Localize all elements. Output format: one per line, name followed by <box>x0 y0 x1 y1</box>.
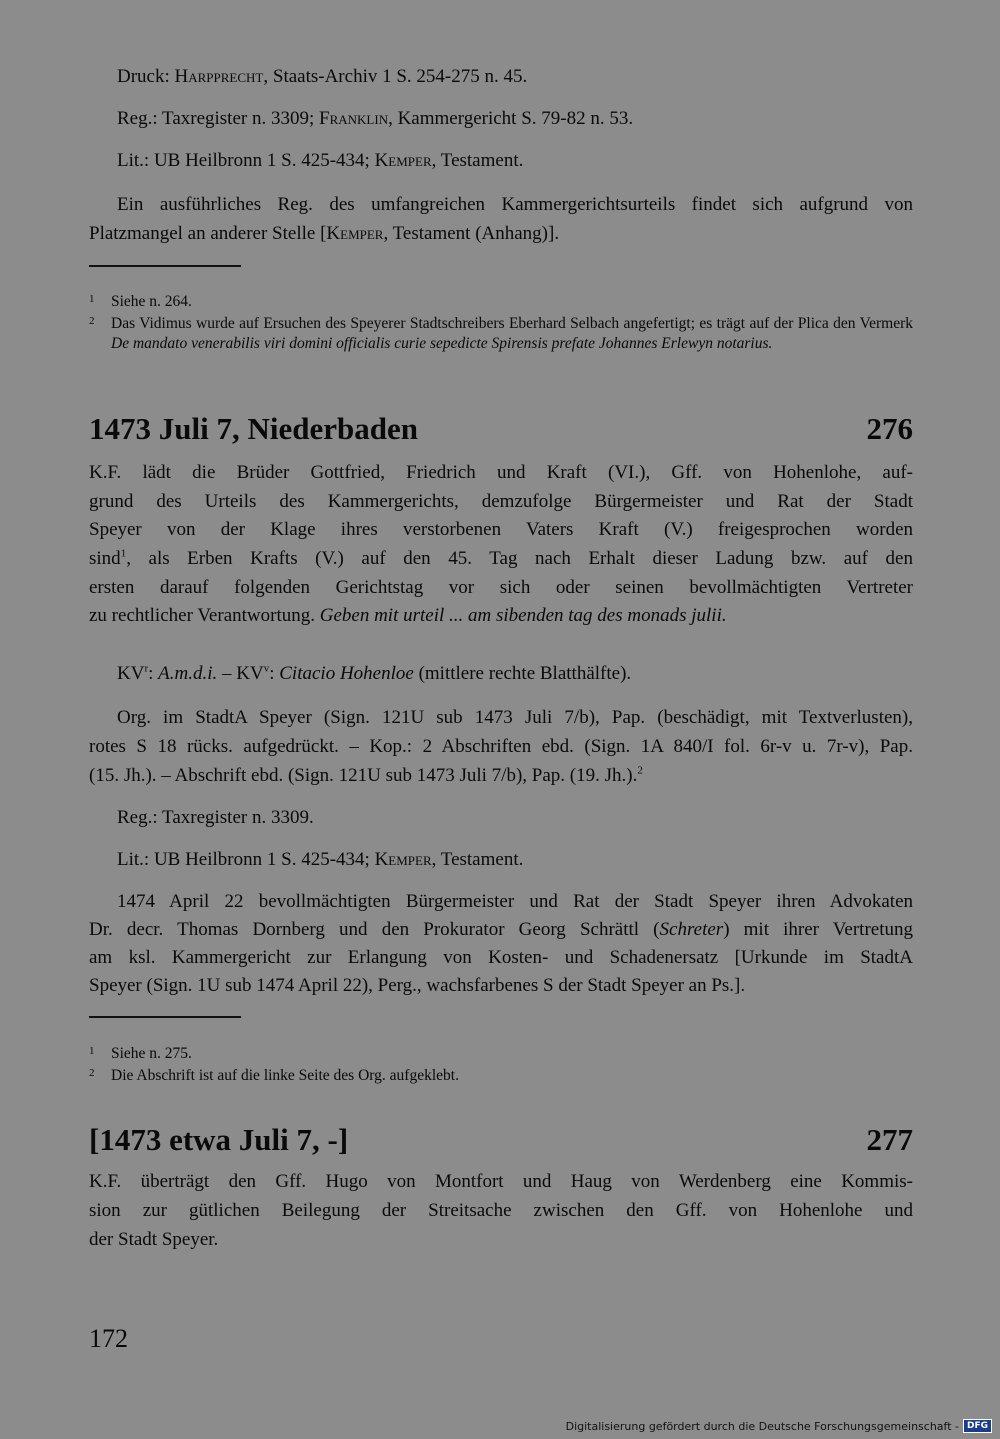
original-reference: (15. Jh.). – Abschrift ebd. (Sign. 121U sub 1473 Juli 7/b), Pap. (19. Jh.).$^2$ <box>89 764 643 786</box>
related-note: am ksl. Kammergericht zur Erlangung von Kosten- und Schadenersatz [Urkunde im StadtA <box>89 947 913 968</box>
literature-reference: Lit.: UB Heilbronn 1 S. 425-434; Kemper, Testament. <box>117 849 524 870</box>
footnote-1: 1 Siehe n. 264. <box>89 293 192 310</box>
regest-line: sion zur gütlichen Beilegung der Streitsache zwischen den Gff. von Hohenlohe und <box>89 1200 913 1221</box>
footnote-1: 1 Siehe n. 275. <box>89 1045 192 1062</box>
print-reference: Druck: Harpprecht, Staats-Archiv 1 S. 254-275 n. 45. <box>117 66 528 87</box>
footnote-2: 2 Die Abschrift ist auf die linke Seite des Org. aufgeklebt. <box>89 1067 459 1084</box>
page-number: 172 <box>89 1324 128 1353</box>
chancery-note: $KV^r$: A.m.d.i. – $KV^v$: Citacio Hohenloe (mittlere rechte Blatthälfte). <box>117 662 632 684</box>
regest-line: Speyer von der Klage ihres verstorbenen Vaters Kraft (V.) freigesprochen worden <box>89 519 913 540</box>
regest-line: K.F. überträgt den Gff. Hugo von Montfort und Haug von Werdenberg eine Kommis- <box>89 1171 913 1192</box>
entry-heading-277: [1473 etwa Juli 7, -] 277 <box>89 1122 913 1157</box>
literature-reference: Lit.: UB Heilbronn 1 S. 425-434; Kemper, Testament. <box>117 150 524 171</box>
original-reference: Org. im StadtA Speyer (Sign. 121U sub 1473 Juli 7/b), Pap. (beschädigt, mit Textverlusten), <box>117 707 913 728</box>
funding-footer <box>566 1419 992 1433</box>
regest-line: zu rechtlicher Verantwortung. Geben mit urteil ... am sibenden tag des monads julii. <box>89 605 727 626</box>
related-note: 1474 April 22 bevollmächtigten Bürgermeister und Rat der Stadt Speyer ihren Advokaten <box>117 891 913 912</box>
regest-line: ersten darauf folgenden Gerichtstag vor sich oder seinen bevollmächtigten Vertreter <box>89 577 913 598</box>
regest-line: sind$^1$, als Erben Krafts (V.) auf den 45. Tag nach Erhalt dieser Ladung bzw. auf den <box>89 547 913 569</box>
original-reference: rotes S 18 rücks. aufgedrückt. – Kop.: 2 Abschriften ebd. (Sign. 1A 840/I fol. 6r-v u. 7r-v), Pap. <box>89 736 913 757</box>
footnote-2: 2 Das Vidimus wurde auf Ersuchen des Speyerer Stadtschreibers Eberhard Selbach angefertigt; es trägt auf der Plica den Vermerk De mandato venerabilis viri domini officialis curie sepedicte Spirensis prefate Johannes Erlewyn notarius. <box>89 315 913 352</box>
related-note: Speyer (Sign. 1U sub 1474 April 22), Perg., wachsfarbenes S der Stadt Speyer an Ps.]. <box>89 975 746 996</box>
regest-line: grund des Urteils des Kammergerichts, demzufolge Bürgermeister und Rat der Stadt <box>89 491 913 512</box>
regest-line: K.F. lädt die Brüder Gottfried, Friedrich und Kraft (VI.), Gff. von Hohenlohe, auf- <box>89 462 913 483</box>
regest-line: der Stadt Speyer. <box>89 1229 219 1250</box>
related-note: Dr. decr. Thomas Dornberg und den Prokurator Georg Schrättl (Schreter) mit ihrer Vertretung <box>89 919 913 940</box>
entry-number-277: 277 <box>866 1122 913 1157</box>
register-reference: Reg.: Taxregister n. 3309; Franklin, Kammergericht S. 79-82 n. 53. <box>117 108 634 129</box>
funding-text: Digitalisierung gefördert durch die Deutsche Forschungsgemeinschaft - <box>565 1419 959 1433</box>
footnote-divider <box>89 265 241 267</box>
footnote-divider <box>89 1016 241 1018</box>
entry-heading-276: 1473 Juli 7, Niederbaden 276 <box>89 411 913 446</box>
note-paragraph-line1: Ein ausführliches Reg. des umfangreichen Kammergerichtsurteils findet sich aufgrund von <box>117 194 913 215</box>
entry-number-276: 276 <box>866 411 913 446</box>
register-reference: Reg.: Taxregister n. 3309. <box>117 807 314 828</box>
dfg-logo: DFG <box>963 1419 992 1433</box>
note-paragraph-line2: Platzmangel an anderer Stelle [Kemper, Testament (Anhang)]. <box>89 223 560 244</box>
